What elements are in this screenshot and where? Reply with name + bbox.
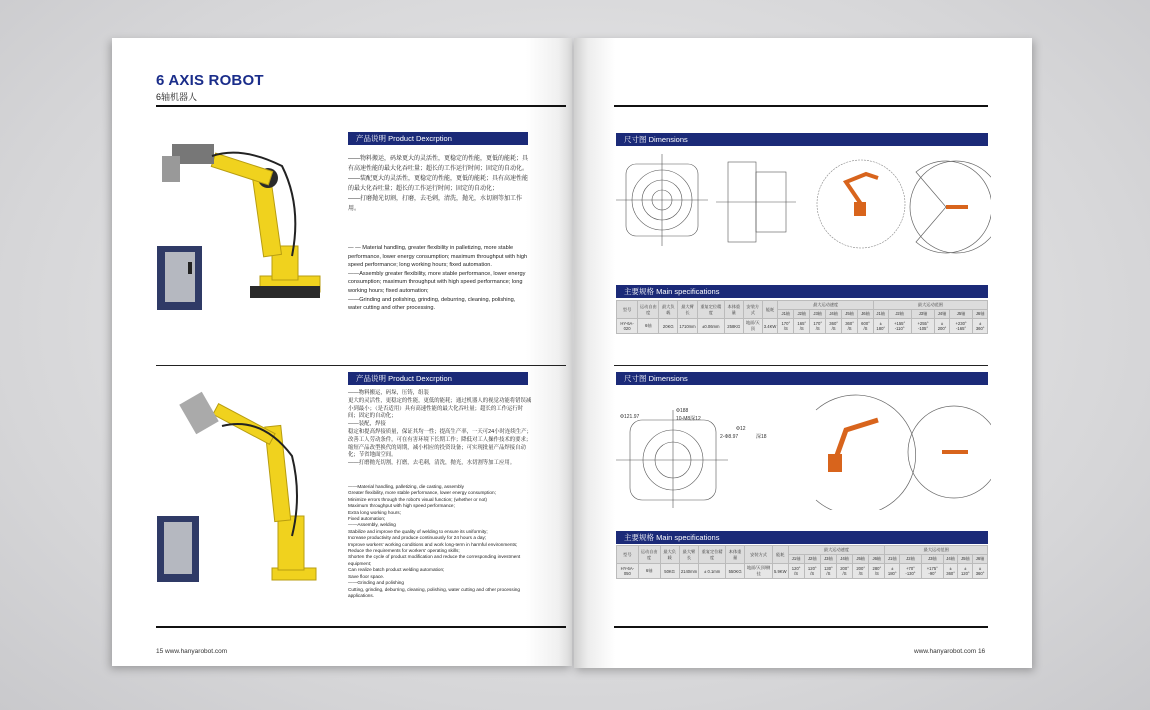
spec-cell: 170° /S <box>778 319 794 334</box>
dim-label: 10-M8深12 <box>676 416 701 422</box>
description-en-2-line: Save floor space. <box>348 573 385 579</box>
description-en-2-line: Stabilize and improve the quality of welding to ensure its uniformity; <box>348 528 488 534</box>
spec-cell: 6轴 <box>638 319 659 334</box>
dimensions-bar-1: 尺寸图 Dimensions <box>616 133 988 146</box>
dimension-drawing-2 <box>616 390 991 510</box>
dim-label: Φ121.97 <box>620 414 640 420</box>
spec-cell: +175° -90° <box>921 564 943 579</box>
spec-cell: ± 180° <box>873 319 888 334</box>
page-number-right: www.hanyarobot.com 16 <box>914 648 986 655</box>
spec-cell: 3.4KW <box>762 319 778 334</box>
description-en-1 <box>348 244 530 313</box>
spec-header: 最大运动速度 <box>788 546 885 555</box>
dim-label: Φ188 <box>676 408 689 414</box>
specifications-table-1 <box>616 300 988 334</box>
robot-image-2 <box>152 386 332 596</box>
spec-cell: 550KG <box>725 564 744 579</box>
spec-header: 最大负载 <box>660 546 679 564</box>
description-en-2-line: Extra long working hours; <box>348 509 401 515</box>
description-cn-2 <box>348 390 532 468</box>
spec-header: 最大运动范围 <box>885 546 988 555</box>
description-cn-2-para: 稳定和提高焊接质量，保证其均一性；提高生产率，一天可24小时连续生产；改善工人劳动条件，可在有害环境下长期工作；降低对工人操作技术的要求；缩短产品改型换代的周期，减小相应的投资设备；可实现批量产品焊接自动化；节省地面空间。 <box>348 428 532 459</box>
description-cn-1-para: ——打磨抛光切割，打磨，去毛刺，清洗，抛光，水切割等加工作用。 <box>348 196 523 212</box>
spec-header: 最大负载 <box>659 301 678 319</box>
spec-cell: 地面/天顶 <box>743 319 762 334</box>
description-cn-1-para: ——装配更大的灵活性，更稳定的性能，更低的能耗；具有高速性能的最大化吞吐量；超长的工作运行时间；固定的自动化； <box>348 176 529 192</box>
page-title: 6 AXIS ROBOT <box>156 72 264 89</box>
spec-cell: ± 120° <box>958 564 973 579</box>
spec-axis-header: J1轴 <box>788 555 804 564</box>
description-cn-2-para: 更大的灵活性，更稳定的性能，更低的能耗；通过机器人的视觉功能将错误减小到最小；（是否适用）具有高速性能的最大化吞吐量；超长的工作运行时间；固定的自动化； <box>348 397 532 420</box>
spec-axis-header: J5轴 <box>949 310 973 319</box>
dimensions-bar-2: 尺寸图 Dimensions <box>616 372 988 385</box>
spec-header: 安装方式 <box>743 301 762 319</box>
footer-rule <box>614 626 988 628</box>
spec-cell: ± 0.1mm <box>699 564 726 579</box>
product-description-bar-2: 产品说明 Product Dexcrption <box>348 372 528 385</box>
spec-header: 重复定位精度 <box>697 301 724 319</box>
spec-axis-header: J5轴 <box>842 310 858 319</box>
spec-cell: +155° -110° <box>888 319 911 334</box>
spec-axis-header: J5轴 <box>853 555 869 564</box>
spec-axis-header: J1轴 <box>885 555 900 564</box>
description-en-2-line: Improve workers' working conditions and work long-term in harmful environments; <box>348 541 518 547</box>
description-en-2 <box>348 484 532 599</box>
description-en-2-line: Reduce the requirements for workers' operating skills; <box>348 548 460 554</box>
spec-header: 型号 <box>617 301 638 319</box>
spec-header: 最大运动速度 <box>778 301 874 310</box>
dim-label: Φ12 <box>736 426 746 432</box>
spec-axis-header: J2轴 <box>794 310 810 319</box>
spec-axis-header: J3轴 <box>921 555 943 564</box>
spec-axis-header: J3轴 <box>820 555 836 564</box>
spec-axis-header: J1轴 <box>778 310 794 319</box>
spec-axis-header: J6轴 <box>973 555 988 564</box>
spec-axis-header: J4轴 <box>935 310 950 319</box>
spec-axis-header: J4轴 <box>943 555 958 564</box>
spec-header: 能耗 <box>772 546 788 564</box>
spec-header: 运动自由度 <box>638 301 659 319</box>
spec-header: 本体重量 <box>725 546 744 564</box>
description-cn-2-para: ——打磨抛光切割，打磨，去毛刺，清洗，抛光，水切割等加工应用。 <box>348 460 516 467</box>
spec-header: 最大臂长 <box>679 546 699 564</box>
spec-cell: 200° /S <box>836 564 852 579</box>
spec-axis-header: J4轴 <box>826 310 842 319</box>
spec-axis-header: J2轴 <box>900 555 922 564</box>
description-cn-1 <box>348 154 530 214</box>
spec-cell: ± 360° <box>973 319 988 334</box>
spec-cell: 5.9KW <box>772 564 788 579</box>
spec-axis-header: J2轴 <box>888 310 911 319</box>
spec-cell: 20KG <box>659 319 678 334</box>
spec-cell: 165° /S <box>794 319 810 334</box>
spec-cell: 2140mm <box>679 564 699 579</box>
dimension-drawing-1 <box>616 152 991 258</box>
description-en-2-line: Can realize batch product welding automation; <box>348 567 445 573</box>
description-en-2-line: Minimize errors through the robot's visual function; (whether or not) <box>348 496 487 502</box>
spec-header: 安装方式 <box>745 546 773 564</box>
spec-cell: 600° /S <box>858 319 874 334</box>
spec-cell: ± 180° <box>885 564 900 579</box>
description-cn-2-para: ——装配，焊接 <box>348 421 386 428</box>
description-en-1-para: ——Assembly greater flexibility, more stable performance, lower energy consumption; maximum throughput with high speed performance; long working hours; fixed automation; <box>348 270 526 294</box>
footer-rule <box>156 626 566 628</box>
spec-axis-header: J3轴 <box>911 310 935 319</box>
spec-header: 最大运动范围 <box>873 301 987 310</box>
product-description-bar-1: 产品说明 Product Dexcrption <box>348 132 528 145</box>
spec-cell: 280° /S <box>869 564 885 579</box>
spec-cell: ± 200° <box>935 319 950 334</box>
spec-header: 能耗 <box>762 301 778 319</box>
description-en-2-line: Fixed automation; <box>348 516 386 522</box>
right-page <box>574 38 1032 668</box>
description-en-2-line: Greater flexibility, more stable performance, lower energy consumption; <box>348 490 496 496</box>
spec-cell: HY-6A-020 <box>617 319 638 334</box>
description-en-2-line: Cutting, grinding, deburring, cleaning, polishing, water cutting and other processing applications. <box>348 586 520 598</box>
spec-header: 最大臂长 <box>678 301 698 319</box>
spec-cell: 6轴 <box>638 564 660 579</box>
spec-cell: 200° /S <box>853 564 869 579</box>
spec-cell: ±0.06mm <box>697 319 724 334</box>
dim-label: 深18 <box>756 434 767 440</box>
section-divider <box>614 365 988 366</box>
spec-axis-header: J4轴 <box>836 555 852 564</box>
dim-label: 2-Φ8.97 <box>720 434 739 440</box>
spec-cell: ± 360° <box>943 564 958 579</box>
spec-header: 本体重量 <box>724 301 743 319</box>
spec-cell: 地面/天顶/侧挂 <box>745 564 773 579</box>
spec-cell: HY-6A-050 <box>617 564 639 579</box>
spec-cell: 360° /S <box>842 319 858 334</box>
spec-cell: +230° -165° <box>949 319 973 334</box>
description-en-2-line: ——Assembly, welding <box>348 522 396 528</box>
page-subtitle: 6轴机器人 <box>156 92 198 102</box>
spec-axis-header: J6轴 <box>869 555 885 564</box>
specifications-bar-2: 主要规格 Main specifications <box>616 531 988 544</box>
spec-cell: +70° -130° <box>900 564 922 579</box>
specifications-table-2 <box>616 545 988 579</box>
description-en-2-line: Maximum throughput with high speed performance; <box>348 503 455 509</box>
spec-header: 型号 <box>617 546 639 564</box>
spec-axis-header: J6轴 <box>973 310 988 319</box>
spec-cell: 1710mm <box>678 319 698 334</box>
description-en-2-line: ——Material handling, palletizing, die casting, assembly <box>348 484 464 489</box>
spec-cell: 120° /S <box>788 564 804 579</box>
header-rule <box>156 105 566 107</box>
description-cn-1-para: ——物料搬运，码垛更大的灵活性，更稳定的性能，更低的能耗；具有高速性能的最大化吞吐量；超长的工作运行时间；固定的自动化。 <box>348 156 529 172</box>
specifications-bar-1: 主要规格 Main specifications <box>616 285 988 298</box>
spec-cell: 130° /S <box>820 564 836 579</box>
spec-axis-header: J1轴 <box>873 310 888 319</box>
spec-cell: +255° -105° <box>911 319 935 334</box>
description-en-2-line: Increase productivity and produce continuously for 24 hours a day; <box>348 535 487 541</box>
spec-header: 重复定位精度 <box>699 546 726 564</box>
spec-cell: 360° /S <box>826 319 842 334</box>
description-cn-2-para: ——物料搬运，码垛，压铸，组装 <box>348 390 429 396</box>
page-number-left: 15 www.hanyarobot.com <box>156 648 228 655</box>
description-en-1-para: — — Material handling, greater flexibility in palletizing, more stable performance, lower energy consumption; maximum throughput with high speed performance; long working hours; fixed automation. <box>348 245 528 269</box>
spec-cell: 50KG <box>660 564 679 579</box>
spec-axis-header: J2轴 <box>804 555 820 564</box>
spec-axis-header: J6轴 <box>858 310 874 319</box>
description-en-1-para: ——Grinding and polishing, grinding, deburring, cleaning, polishing, water cutting and other processing. <box>348 296 516 312</box>
left-page <box>112 38 572 666</box>
description-en-2-line: Shorten the cycle of product modification and reduce the corresponding investment equipment; <box>348 554 521 566</box>
spec-cell: 120° /S <box>804 564 820 579</box>
robot-image-1 <box>152 126 332 316</box>
spec-axis-header: J3轴 <box>810 310 826 319</box>
spec-cell: 258KG <box>724 319 743 334</box>
section-divider <box>156 365 566 366</box>
spec-cell: 170° /S <box>810 319 826 334</box>
spec-cell: ± 360° <box>973 564 988 579</box>
header-rule <box>614 105 988 107</box>
spec-axis-header: J5轴 <box>958 555 973 564</box>
spec-header: 运动自由度 <box>638 546 660 564</box>
description-en-2-line: ——Grinding and polishing <box>348 580 405 586</box>
